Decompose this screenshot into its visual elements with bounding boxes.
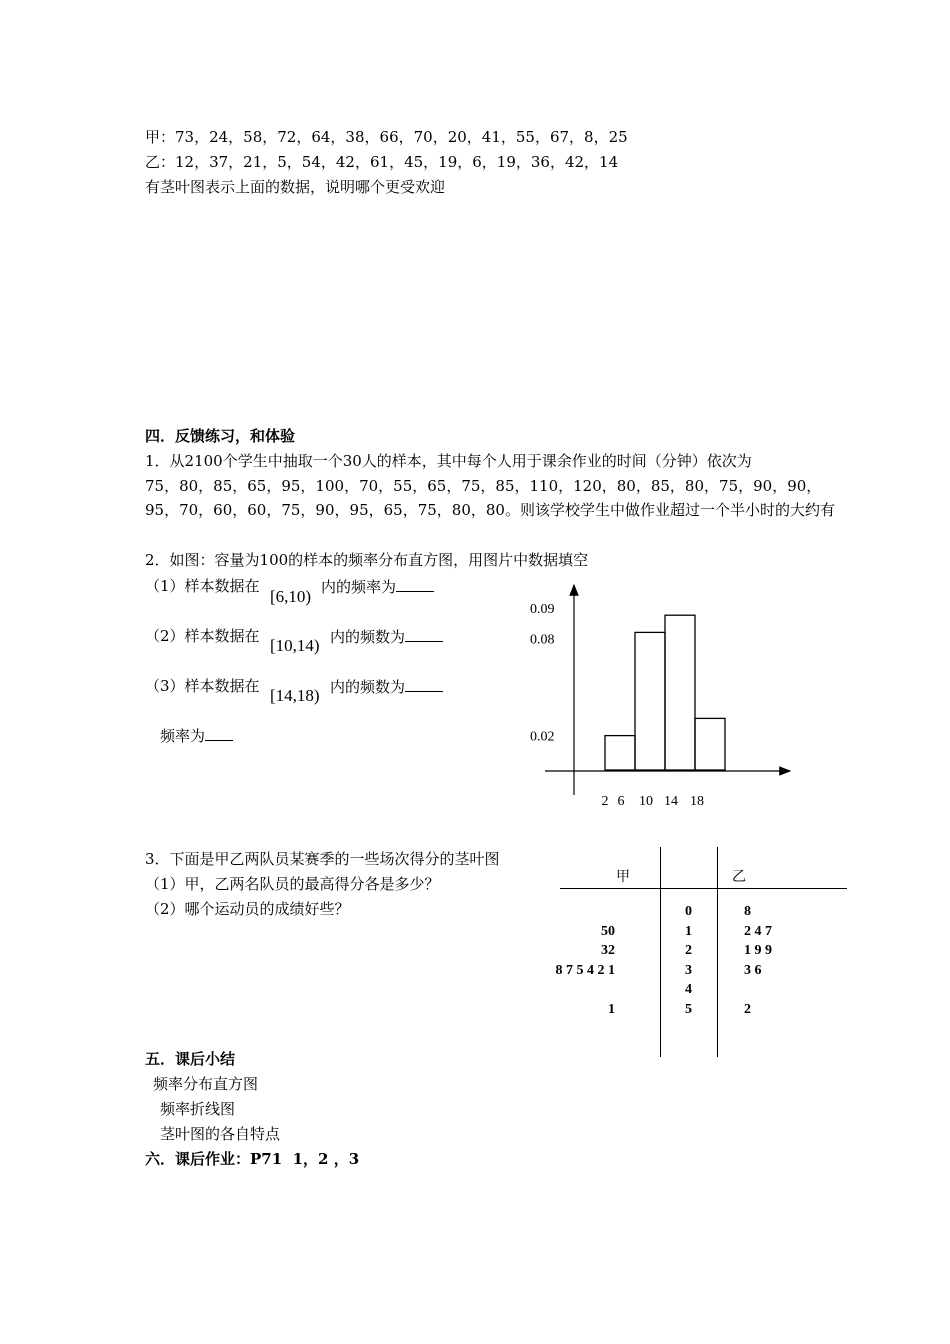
q2-part2-suffix xyxy=(330,626,443,647)
jia-data-line: 甲：73，24，58，72，64，38，66，70，20，41，55，67，8，25 xyxy=(145,128,628,146)
q2-part2-suffix-text: 内的频数为 xyxy=(330,628,406,646)
summary-item-histogram: 频率分布直方图 xyxy=(153,1075,259,1093)
summary-item-stemleaf: 茎叶图的各自特点 xyxy=(160,1125,281,1143)
x-tick-label: 18 xyxy=(690,794,704,809)
histogram-bar-2-6 xyxy=(605,736,635,770)
section6-homework: 六．课后作业：P71 1，2 ，3 xyxy=(145,1150,360,1168)
x-tick-label: 6 xyxy=(617,794,625,809)
histogram-bar-14-18 xyxy=(695,718,725,770)
q2-part3-suffix xyxy=(330,676,443,697)
q3-part2: （2）哪个运动员的成绩好些？ xyxy=(145,900,350,918)
section5-heading: 五．课后小结 xyxy=(145,1050,236,1068)
section4-heading: 四．反馈练习，和体验 xyxy=(145,427,296,445)
q2-part2-blank[interactable] xyxy=(405,626,443,642)
x-tick-label: 10 xyxy=(639,794,653,809)
x-tick-label: 2 xyxy=(601,794,609,809)
q2-part3-blank[interactable] xyxy=(405,676,443,692)
q2-part1-prefix: （1）样本数据在 xyxy=(145,577,260,595)
stem-leaf-stem: 5 xyxy=(685,1001,692,1017)
stem-leaf-stem: 2 xyxy=(685,943,692,958)
summary-item-polygon: 频率折线图 xyxy=(160,1100,236,1118)
stem-leaf-left-leaves: 32 xyxy=(601,943,615,958)
q2-part1-suffix xyxy=(321,576,434,597)
stem-leaf-stem: 3 xyxy=(685,962,692,978)
stem-leaf-stem: 4 xyxy=(685,982,692,997)
stem-leaf-left-header: 甲 xyxy=(616,869,630,885)
stem-leaf-left-leaves: 50 xyxy=(601,923,615,939)
x-tick-label: 14 xyxy=(664,794,678,809)
q2-title: 2．如图：容量为100的样本的频率分布直方图，用图片中数据填空 xyxy=(145,551,589,569)
stem-leaf-left-divider xyxy=(660,847,661,1057)
q1-line1: 1．从2100个学生中抽取一个30人的样本，其中每个人用于课余作业的时间（分钟）依次为 xyxy=(145,452,752,470)
stem-leaf-right-leaves: 1 9 9 xyxy=(744,943,772,958)
y-tick-label: 0.08 xyxy=(530,632,555,648)
q2-part4-text: 频率为 xyxy=(160,727,206,745)
q2-part1-blank[interactable] xyxy=(396,576,434,592)
q3-part1: （1）甲，乙两名队员的最高得分各是多少？ xyxy=(145,875,440,893)
q3-title: 3．下面是甲乙两队员某赛季的一些场次得分的茎叶图 xyxy=(145,850,500,868)
histogram-bar-6-10 xyxy=(635,632,665,770)
q1-line3: 95，70，60，60，75，90，95，65，75，80，80。则该学校学生中做作业超过一个半小时的大约有 xyxy=(145,501,835,519)
stem-leaf-header-rule xyxy=(560,888,847,889)
intro-question: 有茎叶图表示上面的数据，说明哪个更受欢迎 xyxy=(145,178,446,196)
q1-line2: 75，80，85，65，95，100，70，55，65，75，85，110，120，80，85，80，75，90，90， xyxy=(145,477,822,495)
q2-part3-interval: [14,18) xyxy=(270,686,320,705)
stem-leaf-stem: 1 xyxy=(685,923,692,939)
frequency-histogram xyxy=(520,575,810,820)
stem-leaf-left-leaves: 1 xyxy=(608,1001,615,1017)
q2-part1-suffix-text: 内的频率为 xyxy=(321,578,397,596)
stem-leaf-stem: 0 xyxy=(685,904,692,919)
stem-leaf-left-leaves: 8 7 5 4 2 1 xyxy=(555,962,615,978)
stem-leaf-right-divider xyxy=(717,847,718,1057)
q2-part4 xyxy=(160,725,233,746)
stem-leaf-right-leaves: 2 xyxy=(744,1001,751,1017)
y-tick-label: 0.02 xyxy=(530,729,555,745)
stem-leaf-right-header: 乙 xyxy=(732,869,746,885)
q2-part3-prefix: （3）样本数据在 xyxy=(145,677,260,695)
q2-part1-interval: [6,10) xyxy=(270,587,312,606)
q2-part2-prefix: （2）样本数据在 xyxy=(145,627,260,645)
q2-part4-blank[interactable] xyxy=(205,725,233,741)
y-tick-label: 0.09 xyxy=(530,602,555,618)
q2-part2-interval: [10,14) xyxy=(270,636,320,655)
stem-leaf-right-leaves: 8 xyxy=(744,904,751,919)
stem-leaf-right-leaves: 3 6 xyxy=(744,962,762,978)
stem-leaf-right-leaves: 2 4 7 xyxy=(744,923,772,939)
q2-part3-suffix-text: 内的频数为 xyxy=(330,678,406,696)
histogram-bar-10-14 xyxy=(665,615,695,770)
yi-data-line: 乙：12，37，21，5，54，42，61，45，19，6，19，36，42，14 xyxy=(145,153,619,171)
